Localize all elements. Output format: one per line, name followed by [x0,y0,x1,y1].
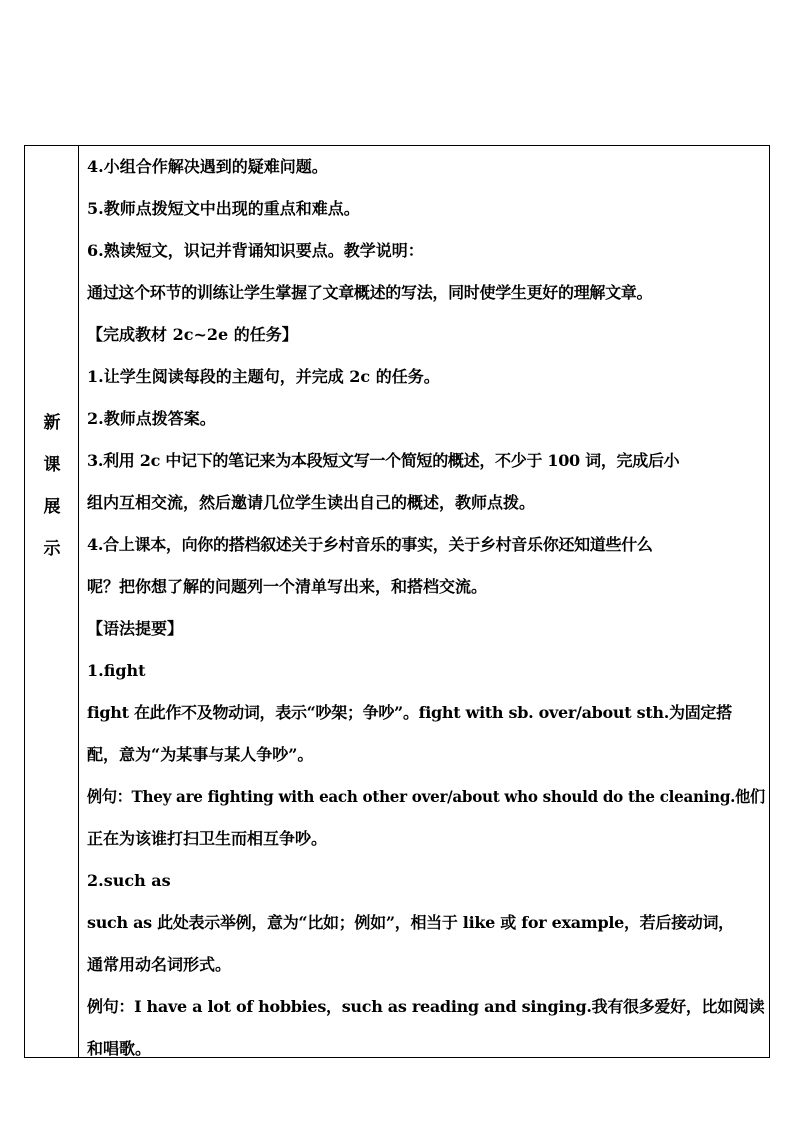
content-line: 组内互相交流，然后邀请几位学生读出自己的概述，教师点拨。 [87,493,536,512]
content-line: 正在为该谁打扫卫生而相互争吵。 [87,829,328,848]
content-line: 【语法提要】 [87,619,184,638]
content-line: 4.小组合作解决遇到的疑难问题。 [87,157,328,176]
content-line: 通过这个环节的训练让学生掌握了文章概述的写法，同时使学生更好的理解文章。 [87,283,653,302]
content-line: 1.让学生阅读每段的主题句，并完成 2c 的任务。 [87,367,440,386]
content-line: 5.教师点拨短文中出现的重点和难点。 [87,199,360,218]
content-line: 【完成教材 2c~2e 的任务】 [87,325,298,344]
content-line: 2.教师点拨答案。 [87,409,216,428]
section-label-char: 示 [43,539,61,559]
lesson-table [24,145,770,1058]
content-line: 通常用动名词形式。 [87,955,232,974]
section-label [25,402,79,570]
section-label-char: 展 [43,497,61,517]
content-line: fight 在此作不及物动词，表示“吵架；争吵”。fight with sb. over/about sth.为固定搭 [87,703,732,722]
section-label-cell [25,146,79,1057]
content-line: 呢？把你想了解的问题列一个清单写出来，和搭档交流。 [87,577,488,596]
content-line: 例句：They are fighting with each other over/about who should do the cleaning.他们 [87,787,765,806]
content-line: 1.fight [87,661,146,680]
content-line: 3.利用 2c 中记下的笔记来为本段短文写一个简短的概述，不少于 100 词，完成后小 [87,451,680,470]
content-line: 2.such as [87,871,171,890]
content-line: such as 此处表示举例，意为“比如；例如”，相当于 like 或 for example，若后接动词， [87,913,734,932]
section-label-char: 课 [43,455,61,475]
content-line: 4.合上课本，向你的搭档叙述关于乡村音乐的事实，关于乡村音乐你还知道些什么 [87,535,653,554]
section-label-char: 新 [43,413,61,433]
content-line: 配，意为“为某事与某人争吵”。 [87,745,314,764]
content-line: 例句：I have a lot of hobbies，such as reading and singing.我有很多爱好，比如阅读 [87,997,765,1016]
content-line: 6.熟读短文，识记并背诵知识要点。教学说明： [87,241,424,260]
content-line: 和唱歌。 [87,1039,152,1058]
